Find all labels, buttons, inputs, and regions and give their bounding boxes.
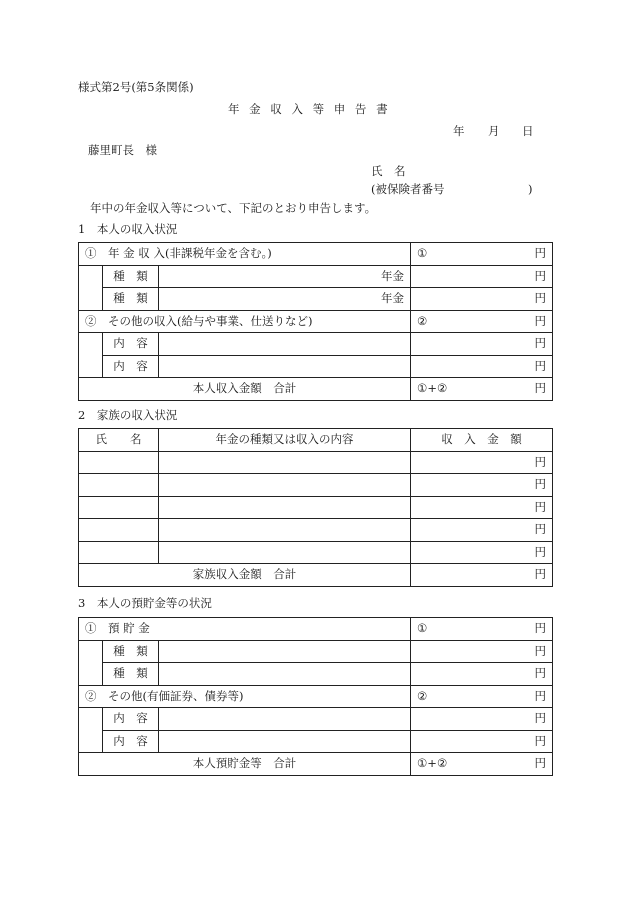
yen-unit: 円 — [411, 564, 553, 587]
name-field[interactable] — [79, 451, 159, 474]
yen-unit: 円 — [411, 519, 553, 542]
content-label: 内 容 — [103, 708, 159, 731]
pension-amount-cell — [411, 243, 553, 266]
table-row — [79, 451, 553, 474]
kind-label: 種 類 — [103, 288, 159, 311]
yen-unit: 円 — [411, 265, 553, 288]
name-field[interactable] — [79, 496, 159, 519]
pension-mark: ① — [417, 246, 428, 260]
savings-mark: ① — [417, 621, 428, 635]
indent-cell — [79, 640, 103, 685]
table-row — [79, 355, 553, 378]
table-row — [79, 730, 553, 753]
content-field[interactable] — [159, 333, 411, 356]
table-row — [79, 474, 553, 497]
other-assets-label: ② その他(有価証券、債券等) — [79, 685, 411, 708]
other-assets-amount-cell — [411, 685, 553, 708]
intro-text: 年中の年金収入等について、下記のとおり申告します。 — [90, 201, 377, 215]
content-label: 内 容 — [103, 730, 159, 753]
other-amount-cell — [411, 310, 553, 333]
column-header-type: 年金の種類又は収入の内容 — [159, 429, 411, 452]
table-row — [79, 310, 553, 333]
yen-unit: 円 — [411, 640, 553, 663]
yen-unit: 円 — [411, 496, 553, 519]
date-day-label: 日 — [522, 124, 534, 138]
own-income-table — [78, 242, 553, 401]
table-row — [79, 243, 553, 266]
name-field[interactable] — [79, 541, 159, 564]
family-income-total-label: 家族収入金額 合計 — [79, 564, 411, 587]
yen-unit: 円 — [411, 474, 553, 497]
yen-unit: 円 — [411, 333, 553, 356]
content-field[interactable] — [159, 355, 411, 378]
content-field[interactable] — [159, 730, 411, 753]
savings-total-cell — [411, 753, 553, 776]
total-mark: ①+② — [417, 756, 448, 770]
yen-unit: 円 — [534, 688, 546, 703]
insured-number-open: (被保険者番号 — [371, 182, 445, 196]
table-row — [79, 685, 553, 708]
section2-heading: 2 家族の収入状況 — [78, 408, 178, 422]
form-title: 年 金 収 入 等 申 告 書 — [228, 102, 388, 116]
name-label: 氏 名 — [371, 164, 406, 178]
name-field[interactable] — [79, 519, 159, 542]
yen-unit: 円 — [411, 730, 553, 753]
table-row — [79, 564, 553, 587]
yen-unit: 円 — [411, 708, 553, 731]
table-row — [79, 640, 553, 663]
indent-cell — [79, 708, 103, 753]
type-field[interactable] — [159, 474, 411, 497]
savings-label: ① 預 貯 金 — [79, 618, 411, 641]
savings-total-label: 本人預貯金等 合計 — [79, 753, 411, 776]
content-field[interactable] — [159, 708, 411, 731]
column-header-name: 氏 名 — [79, 429, 159, 452]
yen-unit: 円 — [534, 246, 547, 260]
table-row — [79, 618, 553, 641]
other-income-label: ② その他の収入(給与や事業、仕送りなど) — [79, 310, 411, 333]
section1-heading: 1 本人の収入状況 — [78, 222, 178, 236]
kind-label: 種 類 — [103, 663, 159, 686]
table-row — [79, 429, 553, 452]
indent-cell — [79, 265, 103, 310]
other-assets-mark: ② — [417, 688, 428, 703]
kind-label: 種 類 — [103, 265, 159, 288]
date-month-label: 月 — [488, 124, 500, 138]
table-row — [79, 519, 553, 542]
yen-unit: 円 — [411, 663, 553, 686]
kind-label: 種 類 — [103, 640, 159, 663]
table-row — [79, 708, 553, 731]
savings-amount-cell — [411, 618, 553, 641]
type-field[interactable] — [159, 541, 411, 564]
column-header-amount: 収 入 金 額 — [411, 429, 553, 452]
type-field[interactable] — [159, 519, 411, 542]
table-row — [79, 288, 553, 311]
kind-suffix: 年金 — [159, 288, 411, 311]
table-row — [79, 753, 553, 776]
own-income-total-cell — [411, 378, 553, 401]
other-mark: ② — [417, 313, 428, 328]
indent-cell — [79, 333, 103, 378]
savings-table — [78, 617, 553, 776]
yen-unit: 円 — [534, 621, 546, 635]
form-number: 様式第2号(第5条関係) — [78, 80, 194, 94]
table-row — [79, 378, 553, 401]
table-row — [79, 496, 553, 519]
yen-unit: 円 — [534, 313, 547, 328]
yen-unit: 円 — [411, 541, 553, 564]
total-mark: ①+② — [417, 381, 448, 395]
pension-income-label: ① 年 金 収 入(非課税年金を含む。) — [79, 243, 411, 266]
family-income-table — [78, 428, 553, 587]
table-row — [79, 265, 553, 288]
content-label: 内 容 — [103, 355, 159, 378]
date-year-label: 年 — [453, 124, 465, 138]
yen-unit: 円 — [534, 756, 546, 770]
name-field[interactable] — [79, 474, 159, 497]
kind-field[interactable] — [159, 663, 411, 686]
own-income-total-label: 本人収入金額 合計 — [79, 378, 411, 401]
yen-unit: 円 — [411, 451, 553, 474]
yen-unit: 円 — [411, 355, 553, 378]
table-row — [79, 663, 553, 686]
kind-suffix: 年金 — [159, 265, 411, 288]
yen-unit: 円 — [411, 288, 553, 311]
type-field[interactable] — [159, 451, 411, 474]
table-row — [79, 541, 553, 564]
insured-number-close: ) — [528, 182, 533, 196]
section3-heading: 3 本人の預貯金等の状況 — [78, 596, 212, 610]
type-field[interactable] — [159, 496, 411, 519]
yen-unit: 円 — [534, 381, 547, 395]
kind-field[interactable] — [159, 640, 411, 663]
addressee: 藤里町長 様 — [88, 143, 157, 157]
content-label: 内 容 — [103, 333, 159, 356]
table-row — [79, 333, 553, 356]
